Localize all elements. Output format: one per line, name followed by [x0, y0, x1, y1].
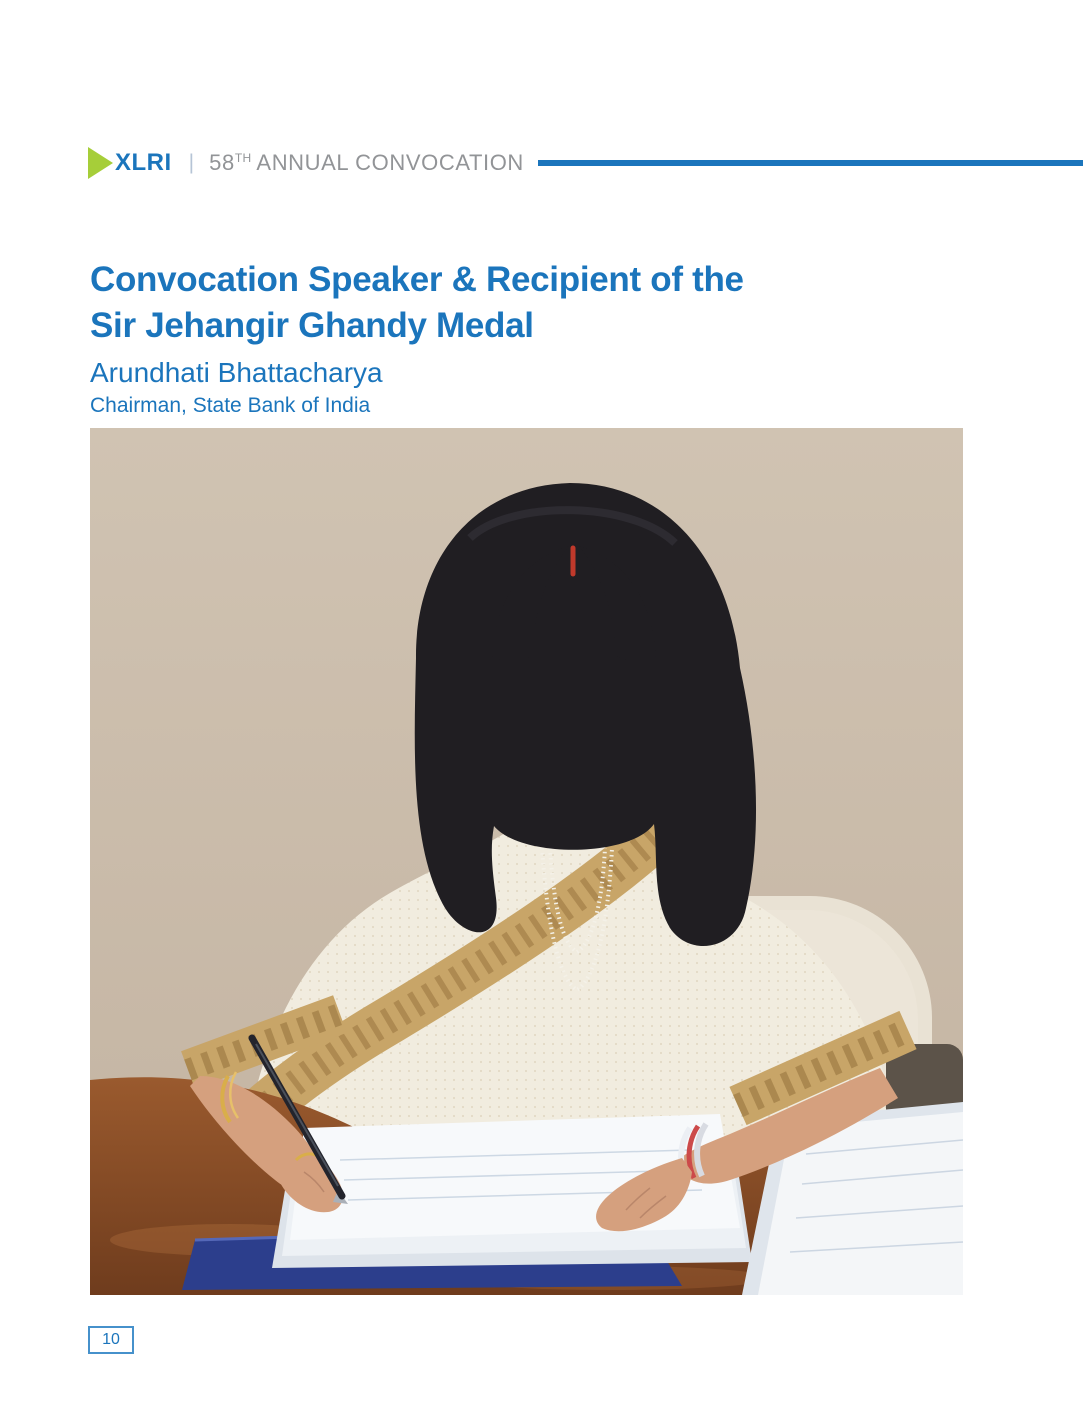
- page-number: 10: [102, 1331, 120, 1348]
- edition-number: 58: [209, 150, 235, 175]
- speaker-photo-illustration: [90, 428, 963, 1295]
- page-header: [88, 145, 1083, 181]
- header-rule: [538, 160, 1083, 166]
- edition-suffix: TH: [234, 151, 252, 165]
- page-number-box: [88, 1326, 134, 1354]
- header-title: ANNUAL CONVOCATION: [256, 150, 524, 175]
- xlri-logo-text: XLRI: [115, 149, 172, 176]
- page-title-line1: Convocation Speaker & Recipient of the: [90, 260, 744, 299]
- speaker-title: Chairman, State Bank of India: [90, 394, 371, 417]
- page-title-line2: Sir Jehangir Ghandy Medal: [90, 306, 534, 345]
- xlri-triangle-icon: [88, 147, 113, 179]
- speaker-name: Arundhati Bhattacharya: [90, 357, 383, 388]
- title-block: [90, 257, 744, 419]
- header-separator: |: [188, 151, 195, 174]
- header-edition: [209, 150, 524, 176]
- speaker-photo: [90, 428, 963, 1295]
